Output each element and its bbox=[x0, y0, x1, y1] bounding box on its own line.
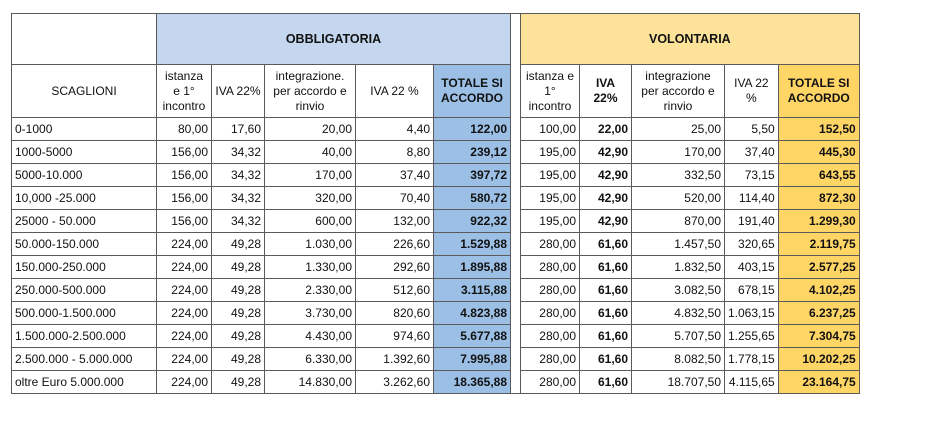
cell-vol-iva-1: 42,90 bbox=[580, 141, 632, 164]
cell-obb-iva-1: 49,28 bbox=[212, 348, 265, 371]
cell-obb-istanza: 156,00 bbox=[157, 141, 212, 164]
header-vol-integrazione: integrazione per accordo e rinvio bbox=[632, 65, 725, 118]
group-header-obbligatoria: OBBLIGATORIA bbox=[157, 14, 511, 65]
cell-vol-istanza: 280,00 bbox=[521, 348, 580, 371]
cell-obb-integrazione: 170,00 bbox=[265, 164, 356, 187]
column-gap bbox=[511, 164, 521, 187]
cell-obb-totale: 3.115,88 bbox=[434, 279, 511, 302]
cell-vol-istanza: 195,00 bbox=[521, 141, 580, 164]
cell-vol-iva-2: 5,50 bbox=[725, 118, 779, 141]
table-row bbox=[12, 371, 860, 394]
cell-vol-iva-1: 61,60 bbox=[580, 302, 632, 325]
cell-vol-integrazione: 18.707,50 bbox=[632, 371, 725, 394]
cell-obb-integrazione: 4.430,00 bbox=[265, 325, 356, 348]
header-vol-iva-2: IVA 22 % bbox=[725, 65, 779, 118]
column-gap bbox=[511, 210, 521, 233]
cell-scaglione: oltre Euro 5.000.000 bbox=[12, 371, 157, 394]
cell-vol-iva-1: 61,60 bbox=[580, 348, 632, 371]
column-gap bbox=[511, 65, 521, 118]
cell-obb-integrazione: 6.330,00 bbox=[265, 348, 356, 371]
cell-scaglione: 5000-10.000 bbox=[12, 164, 157, 187]
cell-obb-totale: 4.823,88 bbox=[434, 302, 511, 325]
table-row bbox=[12, 279, 860, 302]
cell-obb-iva-1: 49,28 bbox=[212, 371, 265, 394]
cell-obb-totale: 18.365,88 bbox=[434, 371, 511, 394]
column-gap bbox=[511, 118, 521, 141]
column-gap bbox=[511, 371, 521, 394]
cell-obb-integrazione: 40,00 bbox=[265, 141, 356, 164]
column-gap bbox=[511, 348, 521, 371]
column-gap bbox=[511, 302, 521, 325]
cell-obb-istanza: 224,00 bbox=[157, 302, 212, 325]
cell-obb-integrazione: 14.830,00 bbox=[265, 371, 356, 394]
cell-vol-iva-1: 61,60 bbox=[580, 233, 632, 256]
table-row bbox=[12, 325, 860, 348]
cell-obb-istanza: 224,00 bbox=[157, 233, 212, 256]
cell-vol-istanza: 280,00 bbox=[521, 302, 580, 325]
header-obb-integrazione: integrazione. per accordo e rinvio bbox=[265, 65, 356, 118]
cell-vol-iva-2: 73,15 bbox=[725, 164, 779, 187]
cell-vol-totale: 2.577,25 bbox=[778, 256, 859, 279]
cell-obb-istanza: 224,00 bbox=[157, 325, 212, 348]
cell-obb-iva-2: 512,60 bbox=[356, 279, 434, 302]
table-row bbox=[12, 233, 860, 256]
cell-obb-iva-1: 34,32 bbox=[212, 164, 265, 187]
table-row bbox=[12, 187, 860, 210]
cell-vol-totale: 872,30 bbox=[778, 187, 859, 210]
cell-obb-istanza: 80,00 bbox=[157, 118, 212, 141]
cell-scaglione: 10,000 -25.000 bbox=[12, 187, 157, 210]
cell-obb-totale: 922,32 bbox=[434, 210, 511, 233]
cell-vol-istanza: 280,00 bbox=[521, 233, 580, 256]
cell-vol-iva-1: 42,90 bbox=[580, 164, 632, 187]
cell-vol-istanza: 195,00 bbox=[521, 187, 580, 210]
cell-obb-totale: 122,00 bbox=[434, 118, 511, 141]
cell-obb-istanza: 156,00 bbox=[157, 187, 212, 210]
cell-obb-iva-2: 226,60 bbox=[356, 233, 434, 256]
cell-obb-iva-1: 34,32 bbox=[212, 141, 265, 164]
cell-vol-iva-1: 61,60 bbox=[580, 256, 632, 279]
cell-vol-istanza: 280,00 bbox=[521, 371, 580, 394]
cell-obb-totale: 5.677,88 bbox=[434, 325, 511, 348]
column-gap bbox=[511, 256, 521, 279]
table-body bbox=[12, 118, 860, 394]
cell-obb-iva-2: 4,40 bbox=[356, 118, 434, 141]
cell-scaglione: 2.500.000 - 5.000.000 bbox=[12, 348, 157, 371]
cell-vol-totale: 2.119,75 bbox=[778, 233, 859, 256]
cell-vol-totale: 7.304,75 bbox=[778, 325, 859, 348]
corner-cell bbox=[12, 14, 157, 65]
column-gap bbox=[511, 279, 521, 302]
cell-vol-totale: 643,55 bbox=[778, 164, 859, 187]
cell-obb-totale: 1.529,88 bbox=[434, 233, 511, 256]
cell-obb-iva-1: 34,32 bbox=[212, 187, 265, 210]
header-obb-iva-1: IVA 22% bbox=[212, 65, 265, 118]
cell-vol-integrazione: 4.832,50 bbox=[632, 302, 725, 325]
cell-obb-iva-2: 292,60 bbox=[356, 256, 434, 279]
cell-obb-iva-2: 3.262,60 bbox=[356, 371, 434, 394]
column-gap bbox=[511, 14, 521, 65]
cell-vol-iva-2: 1.255,65 bbox=[725, 325, 779, 348]
cell-obb-iva-1: 49,28 bbox=[212, 256, 265, 279]
cell-obb-totale: 397,72 bbox=[434, 164, 511, 187]
cell-scaglione: 50.000-150.000 bbox=[12, 233, 157, 256]
cell-vol-totale: 6.237,25 bbox=[778, 302, 859, 325]
header-vol-iva-1: IVA 22% bbox=[580, 65, 632, 118]
cell-vol-integrazione: 1.832,50 bbox=[632, 256, 725, 279]
cell-obb-totale: 7.995,88 bbox=[434, 348, 511, 371]
table-row bbox=[12, 141, 860, 164]
column-gap bbox=[511, 233, 521, 256]
cell-obb-totale: 580,72 bbox=[434, 187, 511, 210]
cell-scaglione: 25000 - 50.000 bbox=[12, 210, 157, 233]
table-row bbox=[12, 118, 860, 141]
cell-vol-iva-2: 320,65 bbox=[725, 233, 779, 256]
group-header-row bbox=[12, 14, 860, 65]
cell-obb-iva-2: 132,00 bbox=[356, 210, 434, 233]
cell-obb-istanza: 224,00 bbox=[157, 371, 212, 394]
cell-obb-iva-2: 1.392,60 bbox=[356, 348, 434, 371]
cell-obb-iva-1: 49,28 bbox=[212, 325, 265, 348]
cell-vol-istanza: 280,00 bbox=[521, 256, 580, 279]
cell-vol-integrazione: 3.082,50 bbox=[632, 279, 725, 302]
cell-vol-iva-1: 61,60 bbox=[580, 371, 632, 394]
cell-obb-integrazione: 1.330,00 bbox=[265, 256, 356, 279]
cell-vol-iva-2: 403,15 bbox=[725, 256, 779, 279]
cell-obb-iva-1: 49,28 bbox=[212, 233, 265, 256]
cell-obb-iva-1: 34,32 bbox=[212, 210, 265, 233]
cell-obb-integrazione: 2.330,00 bbox=[265, 279, 356, 302]
cell-obb-integrazione: 20,00 bbox=[265, 118, 356, 141]
cell-vol-integrazione: 1.457,50 bbox=[632, 233, 725, 256]
cell-vol-totale: 1.299,30 bbox=[778, 210, 859, 233]
cell-obb-iva-2: 8,80 bbox=[356, 141, 434, 164]
cell-vol-totale: 10.202,25 bbox=[778, 348, 859, 371]
cell-vol-iva-2: 114,40 bbox=[725, 187, 779, 210]
column-gap bbox=[511, 141, 521, 164]
cell-obb-iva-1: 49,28 bbox=[212, 302, 265, 325]
cell-vol-istanza: 280,00 bbox=[521, 279, 580, 302]
column-gap bbox=[511, 187, 521, 210]
cell-vol-totale: 445,30 bbox=[778, 141, 859, 164]
cell-obb-iva-1: 17,60 bbox=[212, 118, 265, 141]
cell-vol-totale: 152,50 bbox=[778, 118, 859, 141]
cell-obb-istanza: 224,00 bbox=[157, 348, 212, 371]
cell-obb-integrazione: 600,00 bbox=[265, 210, 356, 233]
cell-vol-integrazione: 520,00 bbox=[632, 187, 725, 210]
cell-vol-iva-2: 1.063,15 bbox=[725, 302, 779, 325]
cell-vol-istanza: 100,00 bbox=[521, 118, 580, 141]
cell-scaglione: 0-1000 bbox=[12, 118, 157, 141]
cell-vol-iva-1: 42,90 bbox=[580, 210, 632, 233]
group-header-volontaria: VOLONTARIA bbox=[521, 14, 860, 65]
cell-scaglione: 500.000-1.500.000 bbox=[12, 302, 157, 325]
header-scaglioni: SCAGLIONI bbox=[12, 65, 157, 118]
table-row bbox=[12, 210, 860, 233]
header-vol-istanza: istanza e 1° incontro bbox=[521, 65, 580, 118]
cell-obb-integrazione: 320,00 bbox=[265, 187, 356, 210]
header-obb-iva-2: IVA 22 % bbox=[356, 65, 434, 118]
cell-vol-iva-1: 22,00 bbox=[580, 118, 632, 141]
mediation-fee-table bbox=[11, 13, 860, 394]
cell-obb-istanza: 156,00 bbox=[157, 164, 212, 187]
cell-obb-iva-1: 49,28 bbox=[212, 279, 265, 302]
cell-vol-istanza: 195,00 bbox=[521, 164, 580, 187]
cell-scaglione: 1.500.000-2.500.000 bbox=[12, 325, 157, 348]
cell-vol-integrazione: 870,00 bbox=[632, 210, 725, 233]
cell-vol-iva-2: 1.778,15 bbox=[725, 348, 779, 371]
cell-obb-integrazione: 3.730,00 bbox=[265, 302, 356, 325]
fee-table-container bbox=[11, 13, 860, 394]
table-row bbox=[12, 164, 860, 187]
header-obb-istanza: istanza e 1° incontro bbox=[157, 65, 212, 118]
cell-vol-integrazione: 8.082,50 bbox=[632, 348, 725, 371]
header-vol-totale: TOTALE SI ACCORDO bbox=[778, 65, 859, 118]
cell-scaglione: 250.000-500.000 bbox=[12, 279, 157, 302]
cell-vol-totale: 23.164,75 bbox=[778, 371, 859, 394]
cell-obb-iva-2: 70,40 bbox=[356, 187, 434, 210]
cell-obb-istanza: 224,00 bbox=[157, 256, 212, 279]
column-header-row bbox=[12, 65, 860, 118]
cell-vol-istanza: 280,00 bbox=[521, 325, 580, 348]
cell-vol-integrazione: 5.707,50 bbox=[632, 325, 725, 348]
cell-vol-istanza: 195,00 bbox=[521, 210, 580, 233]
cell-vol-integrazione: 170,00 bbox=[632, 141, 725, 164]
column-gap bbox=[511, 325, 521, 348]
cell-vol-iva-1: 42,90 bbox=[580, 187, 632, 210]
cell-obb-istanza: 156,00 bbox=[157, 210, 212, 233]
cell-vol-iva-2: 4.115,65 bbox=[725, 371, 779, 394]
table-row bbox=[12, 348, 860, 371]
cell-obb-iva-2: 974,60 bbox=[356, 325, 434, 348]
cell-obb-iva-2: 37,40 bbox=[356, 164, 434, 187]
cell-obb-totale: 1.895,88 bbox=[434, 256, 511, 279]
cell-vol-iva-2: 678,15 bbox=[725, 279, 779, 302]
cell-obb-totale: 239,12 bbox=[434, 141, 511, 164]
table-row bbox=[12, 256, 860, 279]
cell-vol-integrazione: 25,00 bbox=[632, 118, 725, 141]
cell-vol-iva-1: 61,60 bbox=[580, 279, 632, 302]
cell-obb-istanza: 224,00 bbox=[157, 279, 212, 302]
cell-obb-integrazione: 1.030,00 bbox=[265, 233, 356, 256]
cell-vol-totale: 4.102,25 bbox=[778, 279, 859, 302]
cell-obb-iva-2: 820,60 bbox=[356, 302, 434, 325]
cell-vol-iva-2: 37,40 bbox=[725, 141, 779, 164]
table-row bbox=[12, 302, 860, 325]
cell-vol-integrazione: 332,50 bbox=[632, 164, 725, 187]
header-obb-totale: TOTALE SI ACCORDO bbox=[434, 65, 511, 118]
cell-vol-iva-2: 191,40 bbox=[725, 210, 779, 233]
cell-vol-iva-1: 61,60 bbox=[580, 325, 632, 348]
cell-scaglione: 150.000-250.000 bbox=[12, 256, 157, 279]
cell-scaglione: 1000-5000 bbox=[12, 141, 157, 164]
